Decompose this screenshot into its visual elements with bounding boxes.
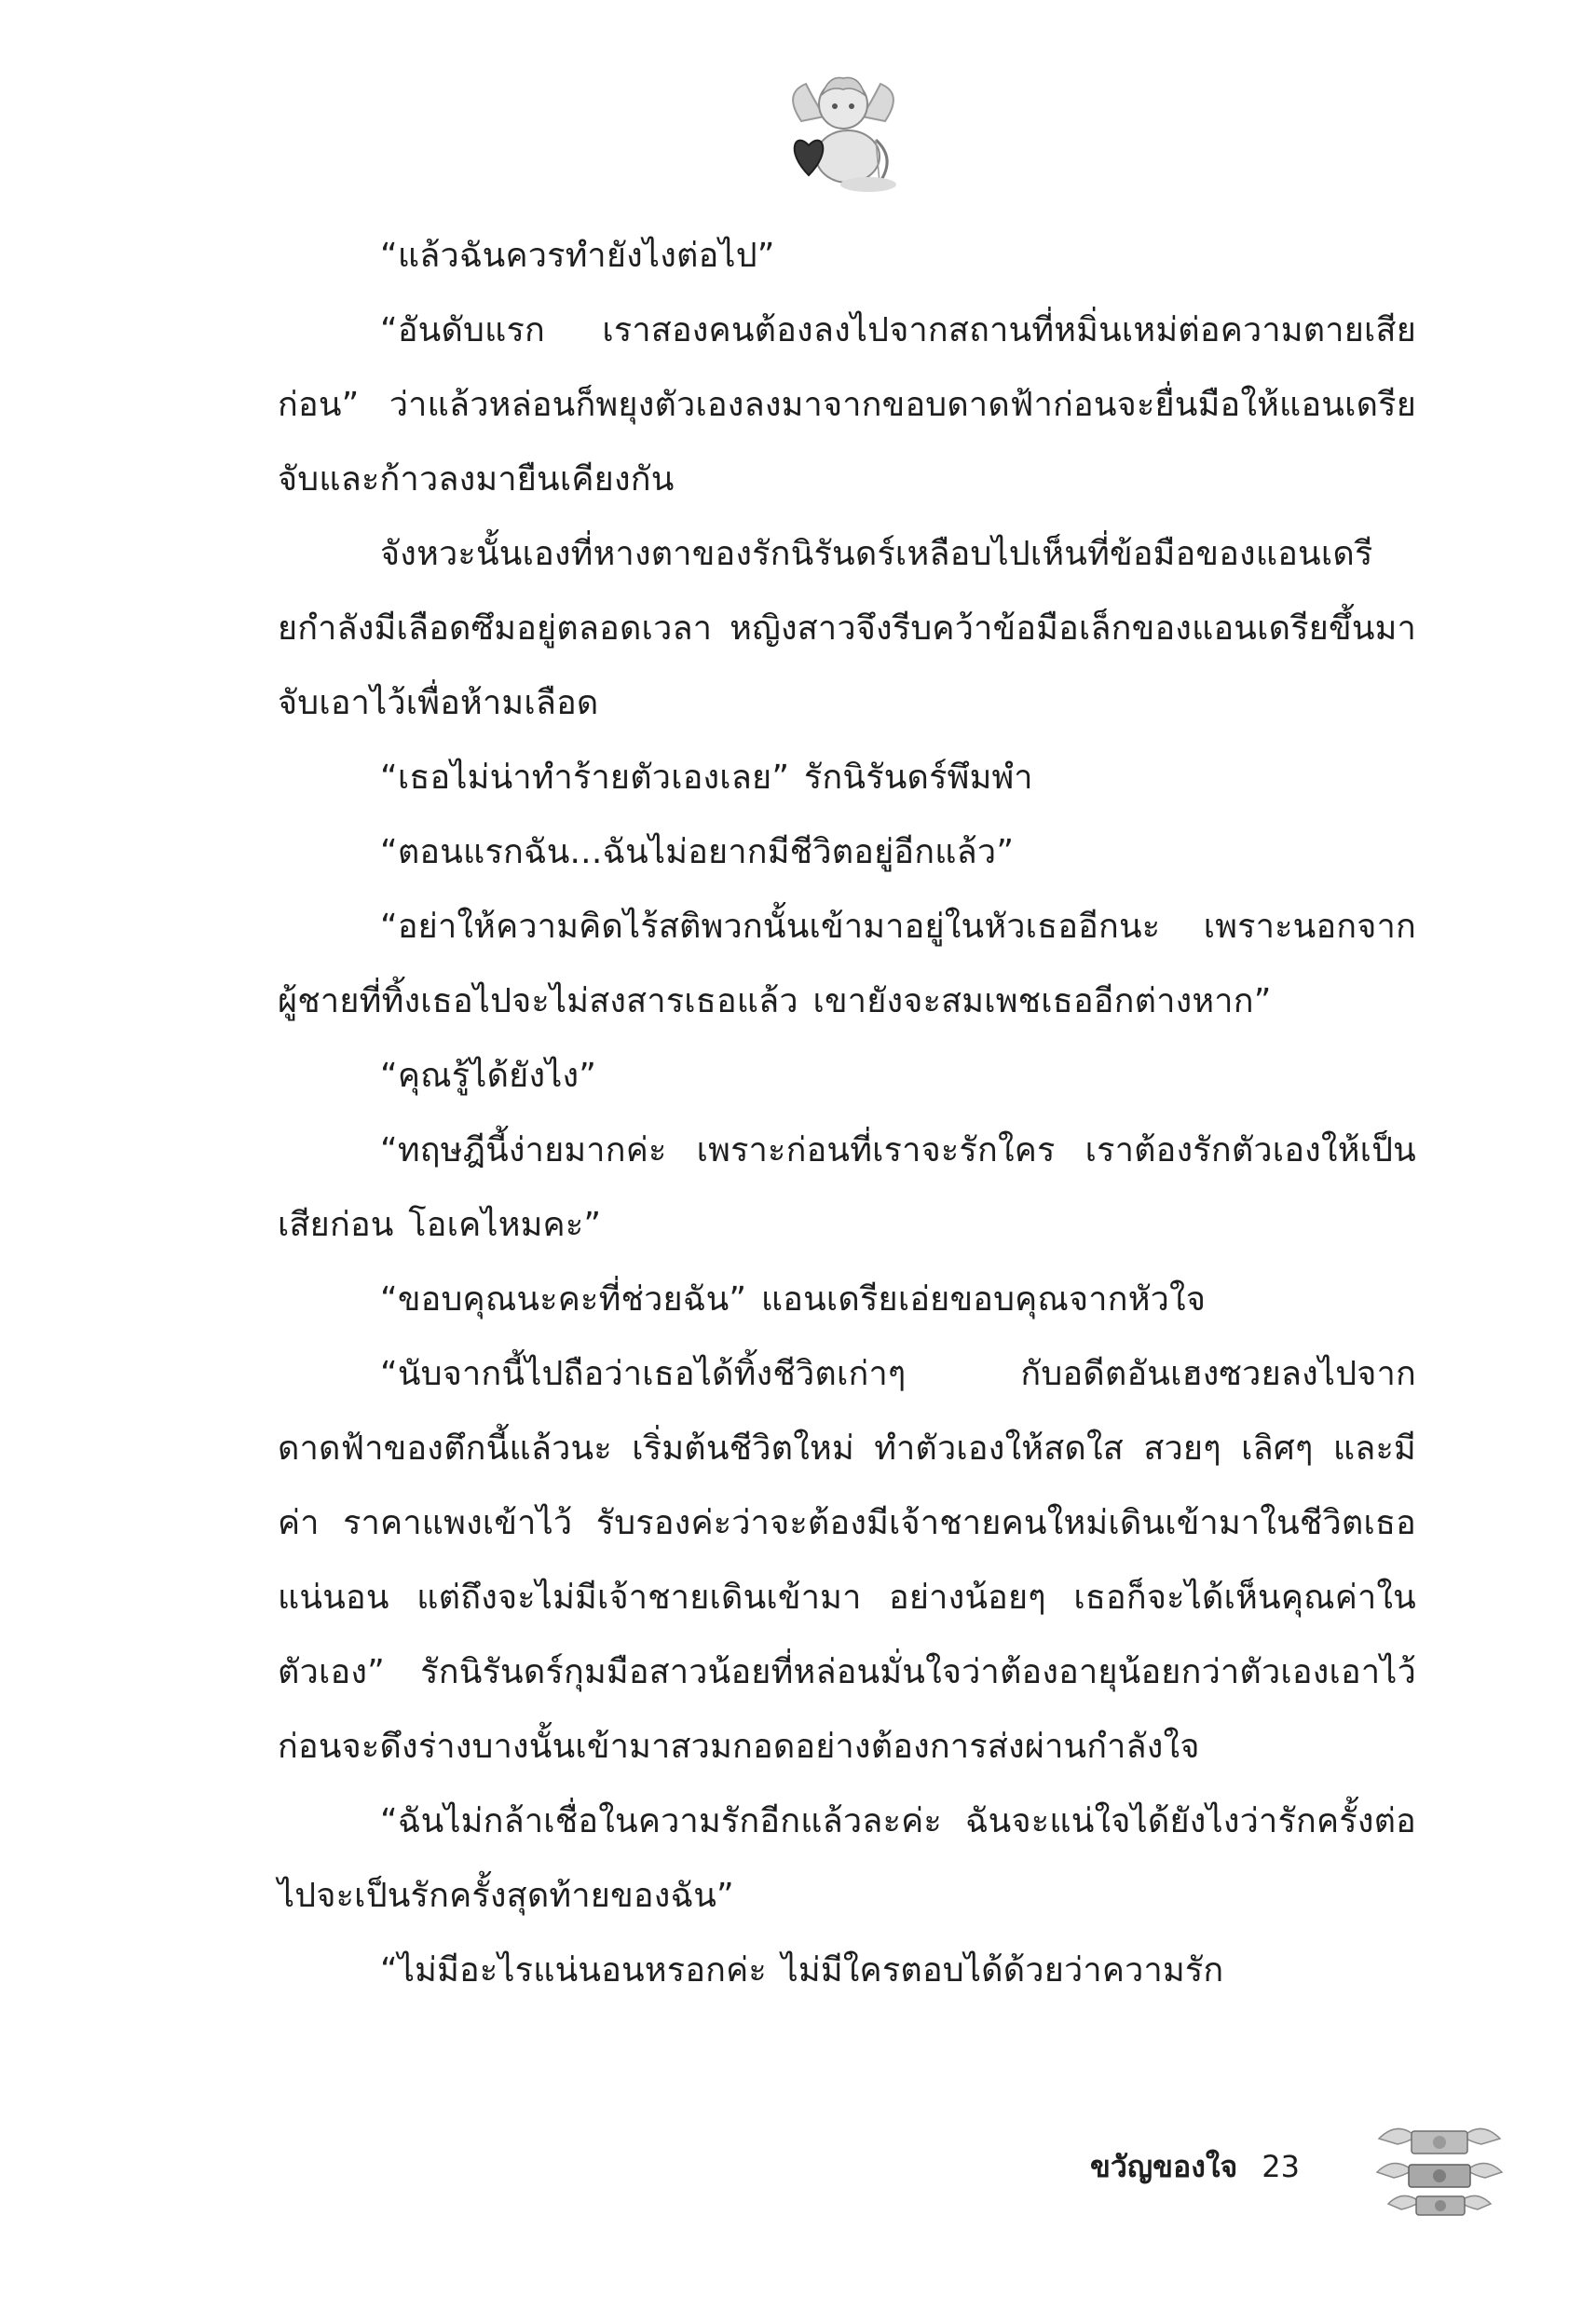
page-footer — [1090, 2139, 1300, 2195]
paragraph: “อย่าให้ความคิดไร้สติพวกนั้นเข้ามาอยู่ในหัวเธออีกนะ เพราะนอกจากผู้ชายที่ทิ้งเธอไปจะไม่สงสารเธอแล้ว เขายังจะสมเพชเธออีกต่างหาก” — [278, 908, 1416, 1020]
paragraph: “แล้วฉันควรทำยังไงต่อไป” — [380, 237, 775, 275]
winged-money-icon — [1370, 2111, 1509, 2222]
paragraph: “ไม่มีอะไรแน่นอนหรอกค่ะ ไม่มีใครตอบได้ด้วยว่าความรัก — [380, 1951, 1224, 1990]
body-text — [278, 219, 1416, 2008]
cupid-heart-icon — [783, 65, 904, 196]
paragraph: “นับจากนี้ไปถือว่าเธอได้ทิ้งชีวิตเก่าๆ กับอดีตอันเฮงซวยลงไปจากดาดฟ้าของตึกนี้แล้วนะ เริ่มต้นชีวิตใหม่ ทำตัวเองให้สดใส สวยๆ เลิศๆ และมีค่า ราคาแพงเข้าไว้ รับรองค่ะว่าจะต้องมีเจ้าชายคนใหม่เดินเข้ามาในชีวิตเธอแน่นอน แต่ถึงจะไม่มีเจ้าชายเดินเข้ามา อย่างน้อยๆ เธอก็จะได้เห็นคุณค่าในตัวเอง” รักนิรันดร์กุมมือสาวน้อยที่หล่อนมั่นใจว่าต้องอายุน้อยกว่าตัวเองเอาไว้ ก่อนจะดึงร่างบางนั้นเข้ามาสวมกอดอย่างต้องการส่งผ่านกำลังใจ — [278, 1355, 1416, 1766]
paragraph: “ทฤษฎีนี้ง่ายมากค่ะ เพราะก่อนที่เราจะรักใคร เราต้องรักตัวเองให้เป็นเสียก่อน โอเคไหมคะ” — [278, 1131, 1416, 1244]
book-title: ขวัญของใจ — [1090, 2148, 1238, 2184]
paragraph: “ตอนแรกฉัน...ฉันไม่อยากมีชีวิตอยู่อีกแล้ว” — [380, 833, 1015, 871]
paragraph: “ฉันไม่กล้าเชื่อในความรักอีกแล้วละค่ะ ฉันจะแน่ใจได้ยังไงว่ารักครั้งต่อไปจะเป็นรักครั้งสุดท้ายของฉัน” — [278, 1802, 1416, 1915]
page-number: 23 — [1262, 2149, 1300, 2184]
paragraph: “ขอบคุณนะคะที่ช่วยฉัน” แอนเดรียเอ่ยขอบคุณจากหัวใจ — [380, 1280, 1207, 1319]
paragraph: “คุณรู้ได้ยังไง” — [380, 1057, 597, 1095]
paragraph: “เธอไม่น่าทำร้ายตัวเองเลย” รักนิรันดร์พึมพำ — [380, 759, 1033, 797]
paragraph: “อันดับแรก เราสองคนต้องลงไปจากสถานที่หมิ่นเหม่ต่อความตายเสียก่อน” ว่าแล้วหล่อนก็พยุงตัวเองลงมาจากขอบดาดฟ้าก่อนจะยื่นมือให้แอนเดรียจับและก้าวลงมายืนเคียงกัน — [278, 311, 1416, 499]
paragraph: จังหวะนั้นเองที่หางตาของรักนิรันดร์เหลือบไปเห็นที่ข้อมือของแอนเดรียกำลังมีเลือดซึมอยู่ตลอดเวลา หญิงสาวจึงรีบคว้าข้อมือเล็กของแอนเดรียขึ้นมาจับเอาไว้เพื่อห้ามเลือด — [278, 535, 1416, 722]
